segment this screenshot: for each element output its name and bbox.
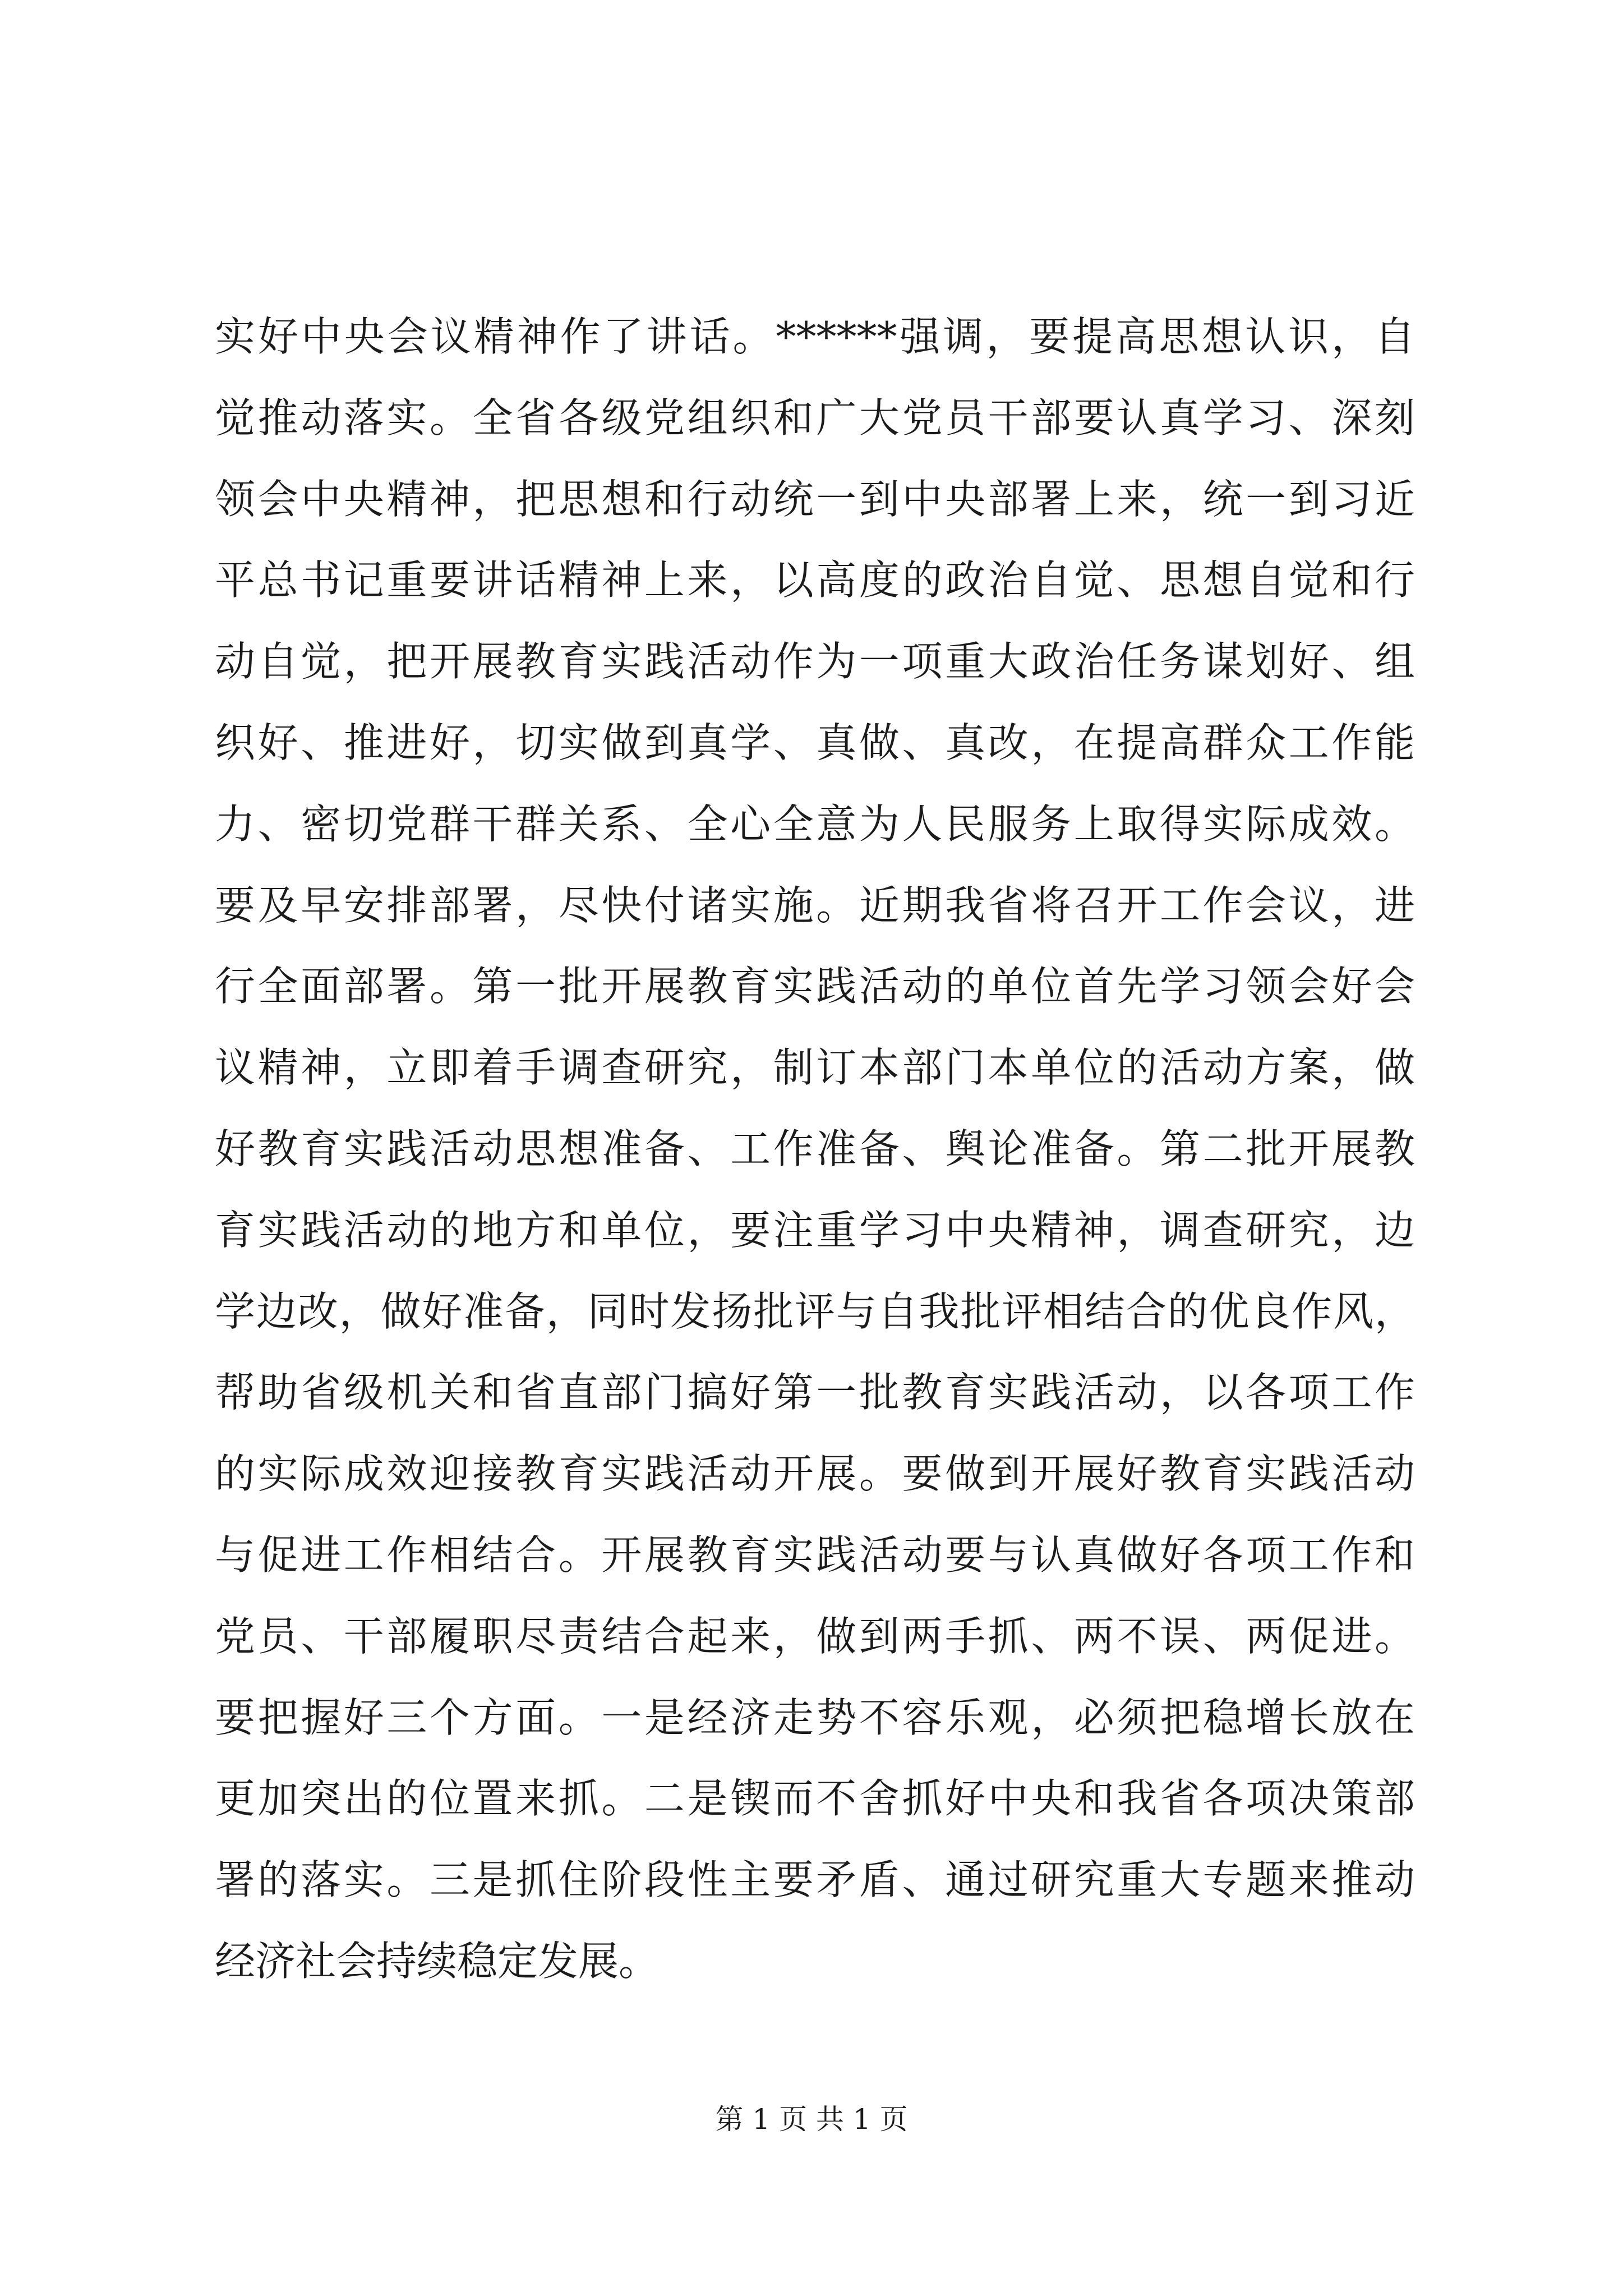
body-line: 学边改，做好准备，同时发扬批评与自我批评相结合的优良作风， xyxy=(215,1287,1415,1335)
page-footer: 第 1 页 共 1 页 xyxy=(715,2103,908,2136)
body-line: 经济社会持续稳定发展。 xyxy=(215,1937,660,1985)
body-line: 好教育实践活动思想准备、工作准备、舆论准备。第二批开展教 xyxy=(215,1125,1415,1172)
body-line: 党员、干部履职尽责结合起来，做到两手抓、两不误、两促进。 xyxy=(215,1612,1415,1660)
body-line: 与促进工作相结合。开展教育实践活动要与认真做好各项工作和 xyxy=(215,1531,1415,1579)
body-line: 实好中央会议精神作了讲话。******强调，要提高思想认识，自 xyxy=(215,313,1415,360)
body-line: 要及早安排部署，尽快付诸实施。近期我省将召开工作会议，进 xyxy=(215,881,1415,929)
body-text xyxy=(215,296,1415,2002)
body-line: 织好、推进好，切实做到真学、真做、真改，在提高群众工作能 xyxy=(215,719,1415,766)
body-line: 领会中央精神，把思想和行动统一到中央部署上来，统一到习近 xyxy=(215,475,1415,523)
body-line: 要把握好三个方面。一是经济走势不容乐观，必须把稳增长放在 xyxy=(215,1694,1415,1741)
body-line: 行全面部署。第一批开展教育实践活动的单位首先学习领会好会 xyxy=(215,963,1415,1010)
body-line: 动自觉，把开展教育实践活动作为一项重大政治任务谋划好、组 xyxy=(215,638,1415,685)
body-line: 更加突出的位置来抓。二是锲而不舍抓好中央和我省各项决策部 xyxy=(215,1775,1415,1823)
body-line: 议精神，立即着手调查研究，制订本部门本单位的活动方案，做 xyxy=(215,1044,1415,1092)
body-line: 力、密切党群干群关系、全心全意为人民服务上取得实际成效。 xyxy=(215,800,1415,848)
body-line: 的实际成效迎接教育实践活动开展。要做到开展好教育实践活动 xyxy=(215,1450,1415,1498)
body-line: 署的落实。三是抓住阶段性主要矛盾、通过研究重大专题来推动 xyxy=(215,1856,1415,1904)
body-line: 帮助省级机关和省直部门搞好第一批教育实践活动，以各项工作 xyxy=(215,1369,1415,1416)
body-line: 育实践活动的地方和单位，要注重学习中央精神，调查研究，边 xyxy=(215,1206,1415,1254)
body-line: 觉推动落实。全省各级党组织和广大党员干部要认真学习、深刻 xyxy=(215,394,1415,441)
body-line: 平总书记重要讲话精神上来，以高度的政治自觉、思想自觉和行 xyxy=(215,556,1415,604)
